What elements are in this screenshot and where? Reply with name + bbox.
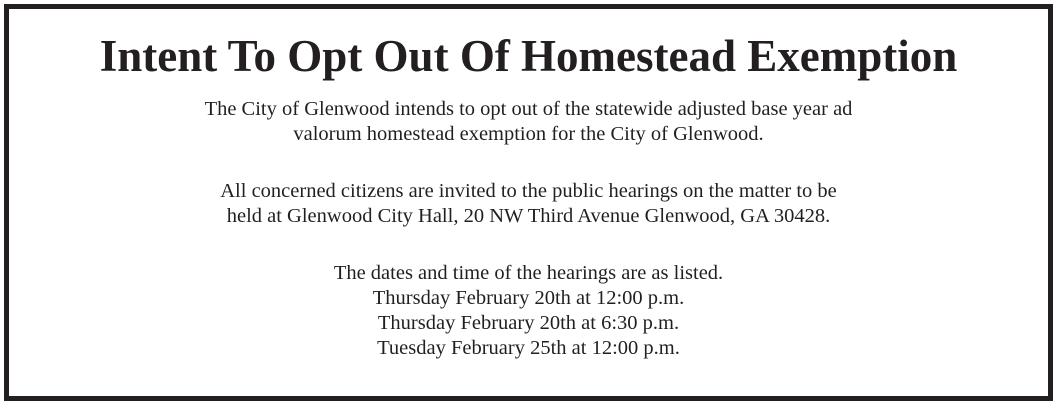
invitation-paragraph [9,179,1048,229]
invitation-line: All concerned citizens are invited to the public hearings on the matter to be [220,180,837,202]
notice-box [4,4,1053,401]
hearings-intro: The dates and time of the hearings are as listed. [333,262,724,284]
hearing-date: Thursday February 20th at 12:00 p.m. [372,287,685,309]
hearings-paragraph [9,261,1048,361]
hearing-date: Thursday February 20th at 6:30 p.m. [377,312,680,334]
intent-line: valorum homestead exemption for the City of Glenwood. [293,123,764,145]
intent-line: The City of Glenwood intends to opt out of the statewide adjusted base year ad [204,98,853,120]
intent-paragraph [9,97,1048,147]
invitation-line: held at Glenwood City Hall, 20 NW Third Avenue Glenwood, GA 30428. [226,205,831,227]
notice-title: Intent To Opt Out Of Homestead Exemption [99,31,958,81]
hearing-date: Tuesday February 25th at 12:00 p.m. [377,337,680,359]
